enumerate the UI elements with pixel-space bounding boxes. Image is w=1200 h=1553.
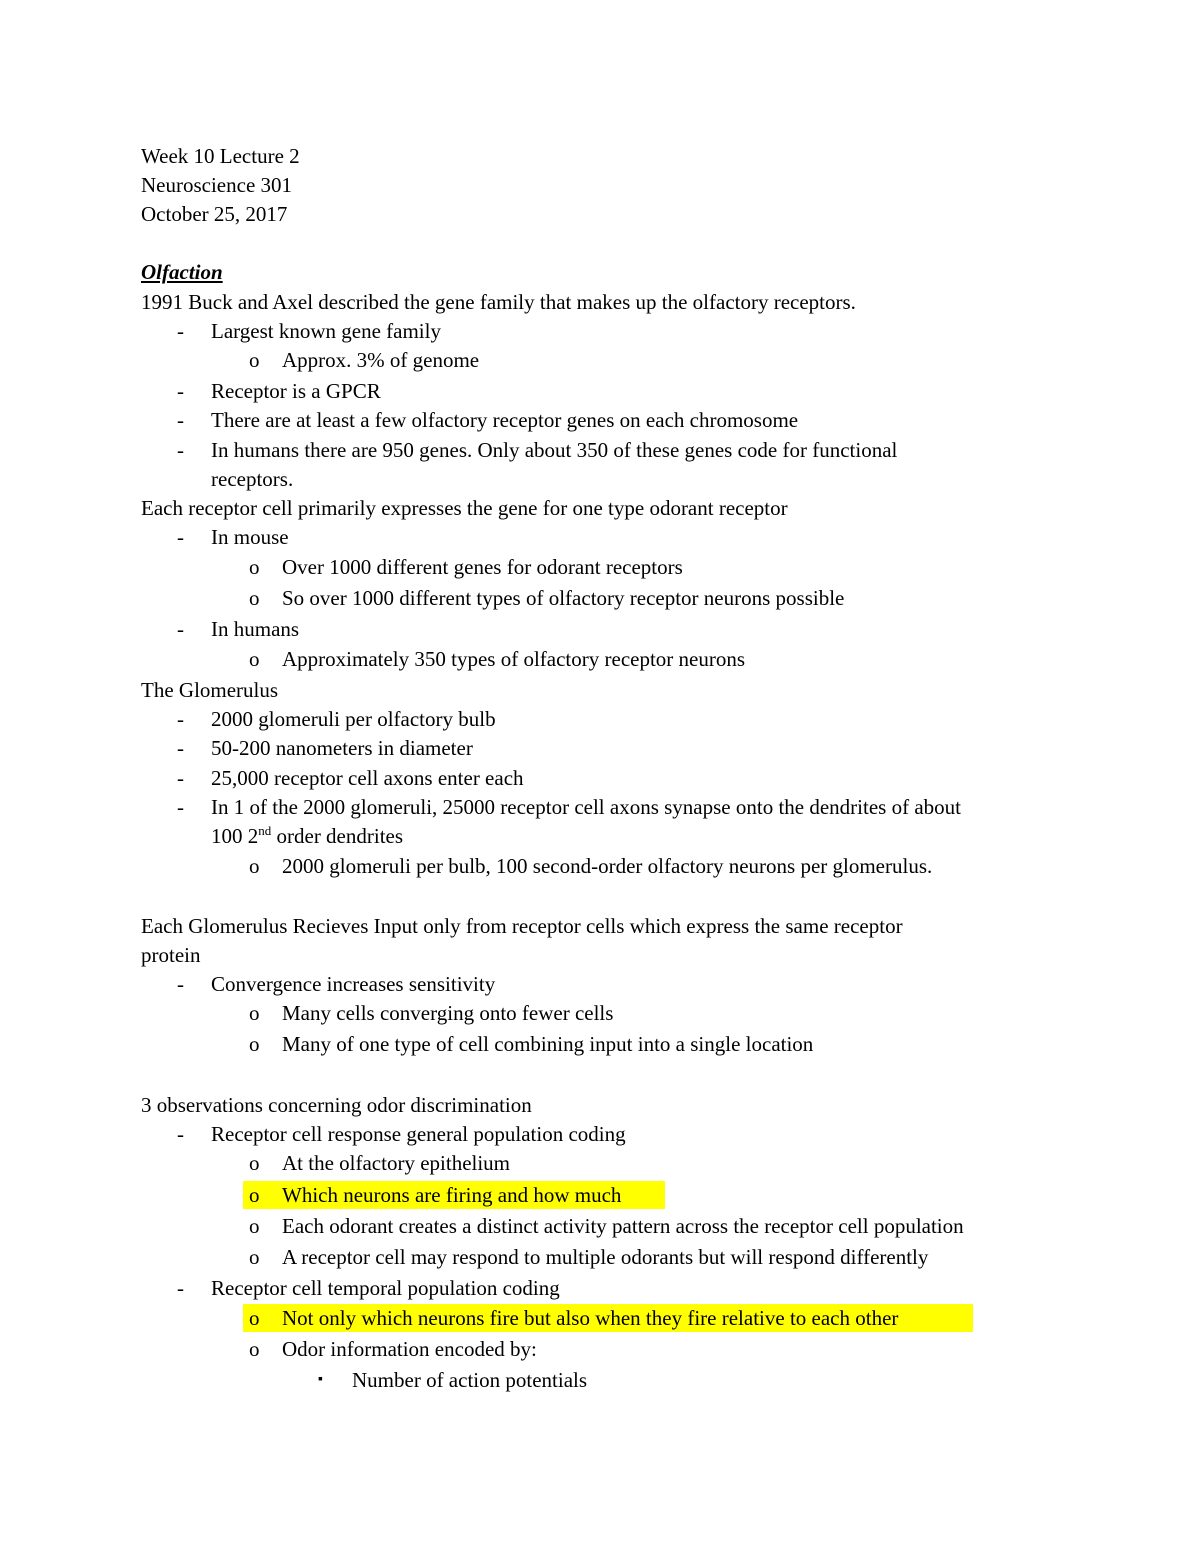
discrimination-intro: 3 observations concerning odor discrimination — [141, 1093, 532, 1117]
circle-bullet: o — [249, 1151, 260, 1175]
circle-bullet: o — [249, 1032, 260, 1056]
dash-bullet: - — [177, 766, 184, 790]
circle-bullet: o — [249, 586, 260, 610]
list-item-continuation: 100 2nd order dendrites — [211, 823, 404, 848]
expression-intro: Each receptor cell primarily expresses the gene for one type odorant receptor — [141, 496, 788, 520]
dash-bullet: - — [177, 736, 184, 760]
circle-bullet: o — [249, 555, 260, 579]
dash-bullet: - — [177, 795, 184, 819]
list-item-continuation: receptors. — [211, 467, 294, 491]
input-intro-line2: protein — [141, 943, 201, 967]
circle-bullet: o — [249, 854, 260, 878]
square-bullet: ▪ — [318, 1372, 323, 1387]
circle-bullet: o — [249, 348, 260, 372]
dash-bullet: - — [177, 379, 184, 403]
circle-bullet: o — [249, 647, 260, 671]
circle-bullet: o — [249, 1337, 260, 1361]
input-intro-line1: Each Glomerulus Recieves Input only from receptor cells which express the same receptor — [141, 914, 903, 938]
dash-bullet: - — [177, 972, 184, 996]
section-title-olfaction: Olfaction — [141, 260, 223, 284]
dash-bullet: - — [177, 438, 184, 462]
circle-bullet: o — [249, 1001, 260, 1025]
ordinal-superscript: nd — [258, 823, 272, 838]
glomerulus-title: The Glomerulus — [141, 678, 279, 702]
circle-bullet: o — [249, 1214, 260, 1238]
circle-bullet: o — [249, 1183, 260, 1207]
dash-bullet: - — [177, 707, 184, 731]
circle-bullet: o — [249, 1306, 260, 1330]
dash-bullet: - — [177, 319, 184, 343]
dash-bullet: - — [177, 1122, 184, 1146]
dash-bullet: - — [177, 408, 184, 432]
document-page: Week 10 Lecture 2 Neuroscience 301 October 25, 2017 Olfaction 1991 Buck and Axel described the gene family that makes up the olfactory receptors. - Largest known gene family o Approx. 3% of genome - Receptor is a GPCR - There are at least a few olfactory receptor genes on each chromosome - In humans there are 950 genes. Only about 350 of these genes code for functional receptors. Each receptor cell primarily expresses the gene for one type odorant receptor - In mouse o Over 1000 different genes for odorant receptors o So over 1000 different types of olfactory receptor neurons possible - In humans o Approximately 350 types of olfactory receptor neurons The Glomerulus - 2000 glomeruli per olfactory bulb - 50-200 nanometers in diameter - 25,000 receptor cell axons enter each - In 1 of the 2000 glomeruli, 25000 receptor cell axons synapse onto the dendrites of about 100 2nd order dendrites o 2000 glomeruli per bulb, 100 second-order olfactory neurons per glomerulus. Each Glomerulus Recieves Input only from receptor cells which express the same receptor protein - Convergence increases sensitivity o Many cells converging onto fewer cells o Many of one type of cell combining input into a single location 3 observations concerning odor discrimination - Receptor cell response general population coding o At the olfactory epithelium o Which neurons are firing and how much o Each odorant creates a distinct activity pattern across the receptor cell population o A receptor cell may respond to multiple odorants but will respond differently - Receptor cell temporal population coding o Not only which neurons fire but also when they fire relative to each other o Odor information encoded by: ▪ Number of action potentials — [0, 0, 1200, 1553]
header-line-date: October 25, 2017 — [141, 202, 288, 226]
circle-bullet: o — [249, 1245, 260, 1269]
header-line-course: Neuroscience 301 — [141, 173, 293, 197]
header-line-course-week: Week 10 Lecture 2 — [141, 144, 300, 168]
dash-bullet: - — [177, 525, 184, 549]
dash-bullet: - — [177, 617, 184, 641]
olfaction-intro: 1991 Buck and Axel described the gene family that makes up the olfactory receptors. — [141, 290, 856, 314]
dash-bullet: - — [177, 1276, 184, 1300]
